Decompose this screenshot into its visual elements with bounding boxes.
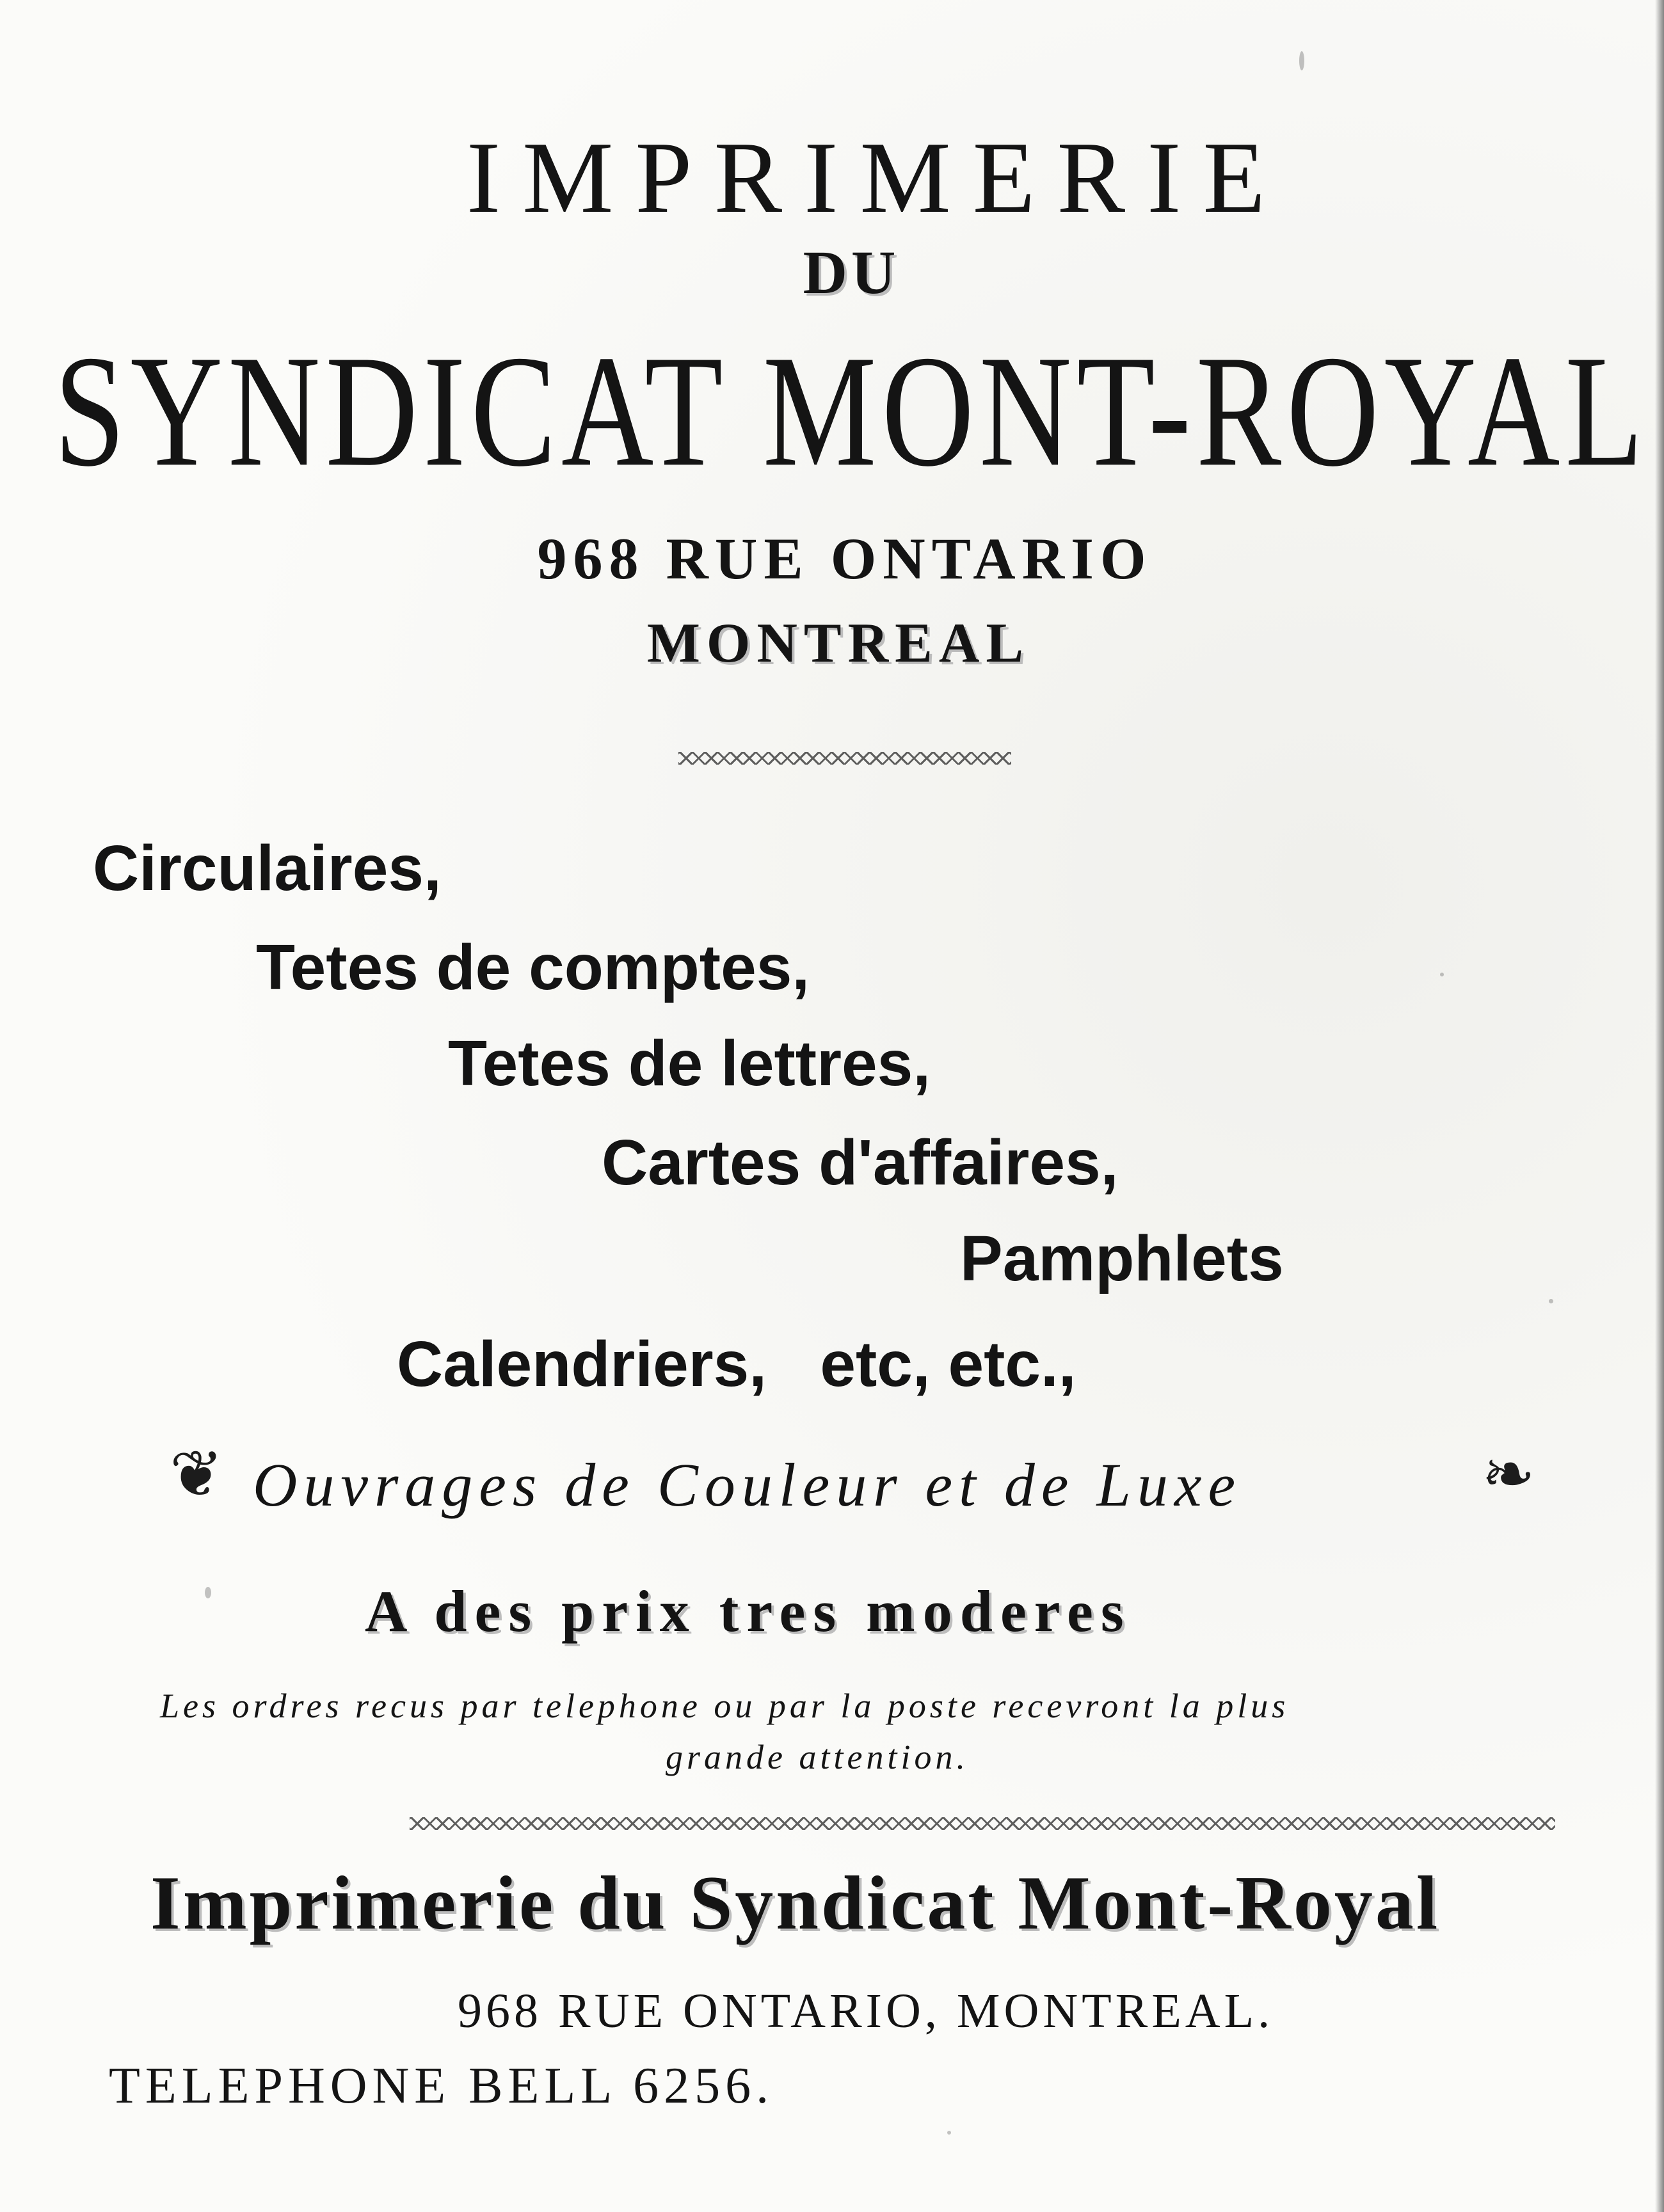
feature-ouvrages: Ouvrages de Couleur et de Luxe bbox=[253, 1451, 1242, 1519]
service-cartes-daffaires: Cartes d'affaires, bbox=[602, 1127, 1119, 1198]
scan-speck bbox=[205, 1587, 211, 1598]
service-circulaires: Circulaires, bbox=[93, 832, 442, 904]
prices-line: A des prix tres moderes bbox=[365, 1579, 1132, 1644]
footer-name: Imprimerie du Syndicat Mont-Royal bbox=[150, 1860, 1441, 1945]
service-tetes-de-lettres: Tetes de lettres, bbox=[448, 1028, 931, 1099]
fleuron-left-icon: ❦ bbox=[170, 1436, 223, 1511]
service-pamphlets: Pamphlets bbox=[960, 1223, 1284, 1294]
scan-speck bbox=[1549, 1299, 1553, 1303]
header-title-syndicat: SYNDICAT MONT-ROYAL bbox=[54, 323, 1649, 500]
fleuron-right-icon: ❧ bbox=[1482, 1436, 1535, 1511]
notice-line2: grande attention. bbox=[666, 1738, 969, 1776]
service-tetes-de-comptes: Tetes de comptes, bbox=[256, 932, 810, 1003]
footer-telephone: TELEPHONE BELL 6256. bbox=[109, 2058, 774, 2114]
divider-top bbox=[678, 752, 1011, 765]
header-title-imprimerie: IMPRIMERIE bbox=[466, 120, 1288, 234]
scan-speck bbox=[1299, 51, 1304, 70]
header-city: MONTREAL bbox=[646, 612, 1030, 674]
notice-line1: Les ordres recus par telephone ou par la poste recevront la plus bbox=[160, 1687, 1290, 1725]
header-title-du: DU bbox=[803, 238, 900, 306]
footer-address: 968 RUE ONTARIO, MONTREAL. bbox=[458, 1984, 1274, 2038]
service-calendriers: Calendriers, etc, etc., bbox=[397, 1328, 1076, 1400]
scan-speck bbox=[947, 2131, 951, 2135]
scan-speck bbox=[1440, 973, 1444, 976]
divider-bottom bbox=[410, 1817, 1555, 1830]
header-address: 968 RUE ONTARIO bbox=[537, 526, 1153, 591]
